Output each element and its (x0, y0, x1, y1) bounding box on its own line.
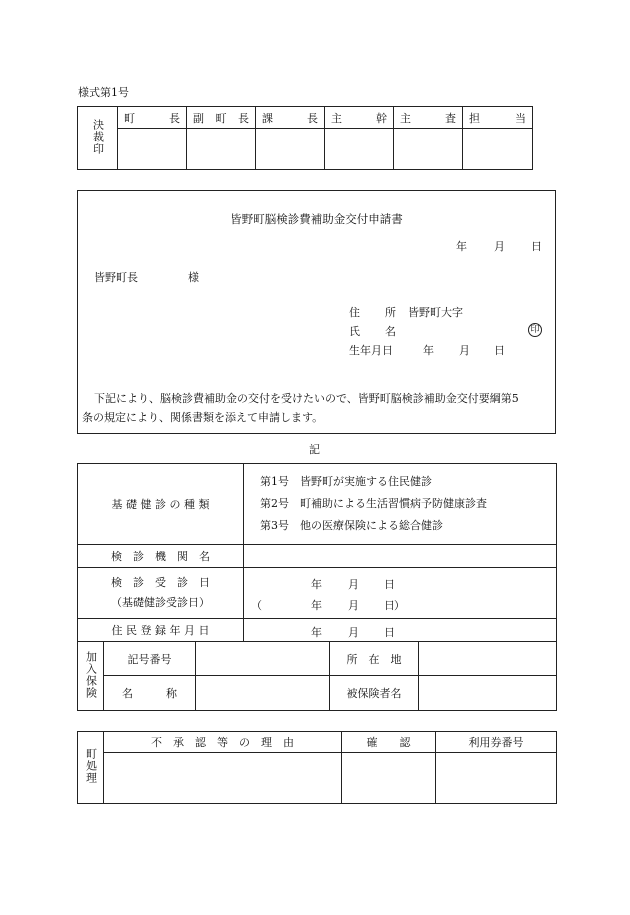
name-label-b: 名 (385, 325, 396, 338)
insured-name-label: 被保険者名 (330, 676, 419, 711)
stamp-cell[interactable] (394, 129, 463, 170)
exam-date-label: 検 診 受 診 日 （基礎健診受診日） (78, 568, 244, 619)
role-chief: 主 幹 (325, 107, 394, 129)
application-box (77, 190, 556, 434)
insurer-name-label: 名 称 (104, 676, 196, 711)
approval-side-label: 決裁印 (78, 107, 118, 170)
exam-type-options (244, 464, 557, 545)
location-field[interactable] (419, 642, 557, 676)
stamp-cell[interactable] (187, 129, 256, 170)
addressee: 皆野町長 (94, 271, 138, 284)
ki-heading: 記 (309, 443, 320, 456)
insurance-side-label: 加入保険 (78, 642, 104, 711)
application-title: 皆野町脳検診費補助金交付申請書 (230, 212, 403, 226)
seal-mark: 印 (528, 322, 542, 337)
address-label-b: 所 (385, 306, 396, 319)
exam-type-label: 基 礎 健 診 の 種 類 (78, 464, 244, 545)
reason-field[interactable] (104, 753, 342, 804)
stamp-cell[interactable] (256, 129, 325, 170)
address-value[interactable]: 皆野町大字 (408, 306, 463, 319)
approval-stamp-table (77, 106, 533, 170)
resident-reg-field[interactable]: 年 月 日 (244, 619, 557, 642)
form-label: 様式第1号 (78, 86, 129, 99)
stamp-cell[interactable] (463, 129, 533, 170)
coupon-header: 利用券番号 (436, 732, 557, 753)
date-month: 月 (494, 240, 505, 253)
body-line-1: 下記により、脳検診費補助金の交付を受けたいので、皆野町脳検診補助金交付要綱第5 (94, 392, 519, 405)
exam-type-option-1[interactable]: 第1号 皆野町が実施する住民健診 (260, 475, 433, 488)
resident-reg-label: 住 民 登 録 年 月 日 (78, 619, 244, 642)
body-line-2: 条の規定により、関係書類を添えて申請します。 (82, 411, 324, 424)
role-inspector: 主 査 (394, 107, 463, 129)
stamp-cell[interactable] (325, 129, 394, 170)
dob-year: 年 (423, 344, 434, 357)
location-label: 所 在 地 (330, 642, 419, 676)
insurer-name-field[interactable] (196, 676, 330, 711)
role-staff: 担 当 (463, 107, 533, 129)
date-day: 日 (531, 240, 542, 253)
exam-type-option-2[interactable]: 第2号 町補助による生活習慣病予防健康診査 (260, 497, 488, 510)
dob-month: 月 (459, 344, 470, 357)
confirm-field[interactable] (342, 753, 436, 804)
institution-label: 検 診 機 関 名 (78, 545, 244, 568)
confirm-header: 確 認 (342, 732, 436, 753)
date-year: 年 (456, 240, 467, 253)
exam-date-field[interactable]: 年 月 日 （ 年 月 日 ） (244, 568, 557, 619)
details-table (77, 463, 557, 711)
address-label-a: 住 (349, 306, 360, 319)
dob-day: 日 (494, 344, 505, 357)
name-label-a: 氏 (349, 325, 360, 338)
dob-label: 生年月日 (349, 344, 393, 357)
coupon-field[interactable] (436, 753, 557, 804)
symbol-number-label: 記号番号 (104, 642, 196, 676)
reason-header: 不 承 認 等 の 理 由 (104, 732, 342, 753)
institution-field[interactable] (244, 545, 557, 568)
honorific: 様 (188, 271, 199, 284)
exam-type-option-3[interactable]: 第3号 他の医療保険による総合健診 (260, 519, 444, 532)
town-side-label: 町処理 (78, 732, 104, 804)
insured-name-field[interactable] (419, 676, 557, 711)
town-processing-table (77, 731, 557, 804)
role-mayor: 町 長 (118, 107, 187, 129)
stamp-cell[interactable] (118, 129, 187, 170)
role-section-chief: 課 長 (256, 107, 325, 129)
symbol-number-field[interactable] (196, 642, 330, 676)
role-deputy-mayor: 副 町 長 (187, 107, 256, 129)
